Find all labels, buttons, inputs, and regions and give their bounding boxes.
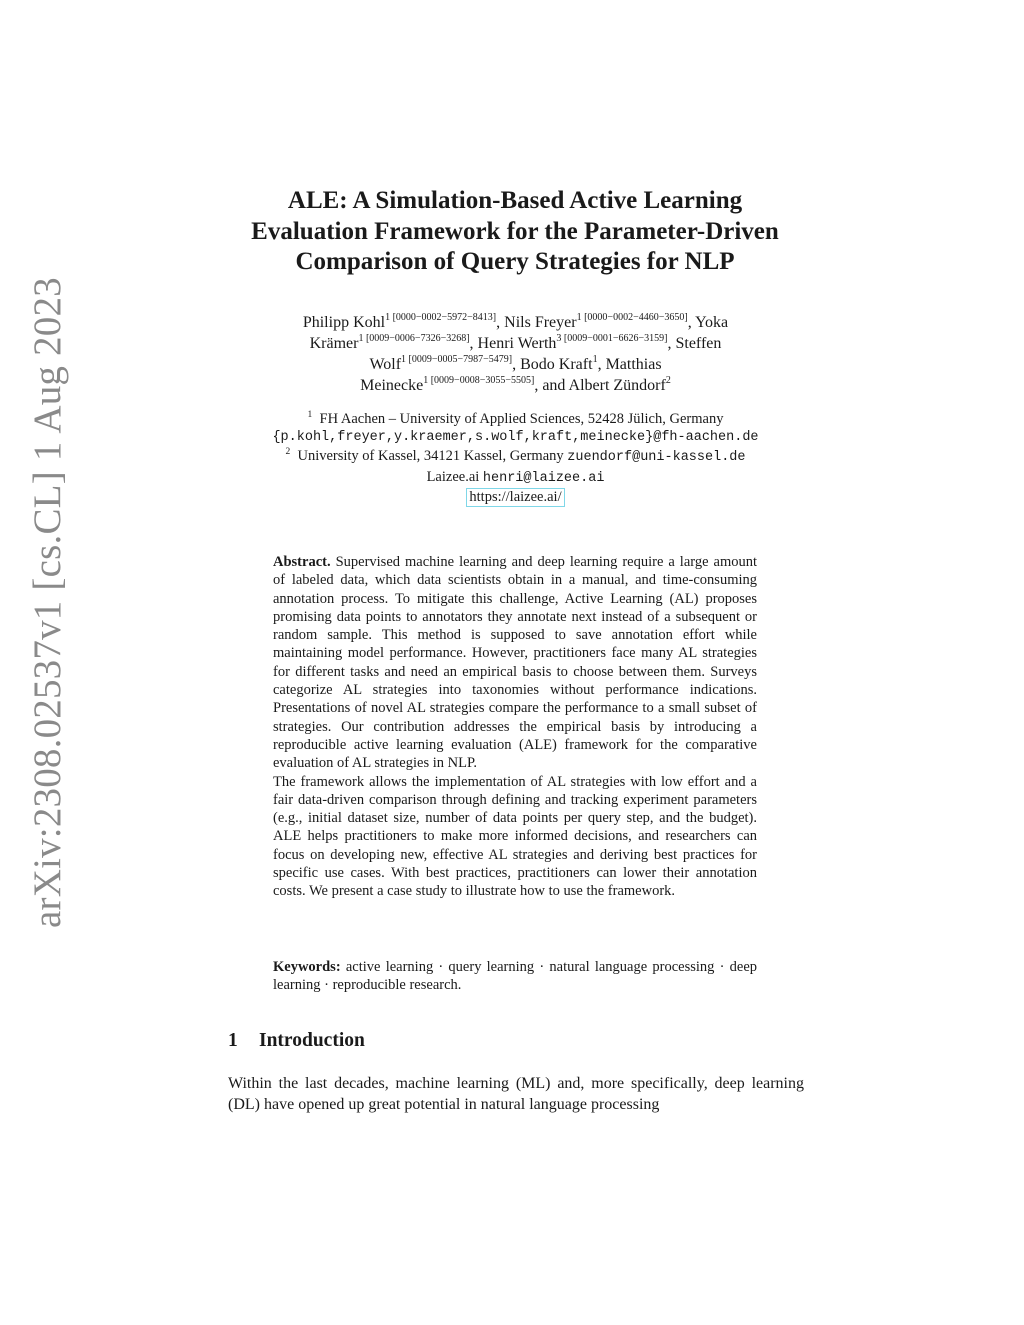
affiliation-1-mark: 1 xyxy=(307,410,313,420)
abstract xyxy=(273,553,757,901)
keywords xyxy=(273,958,757,995)
author-kohl: Philipp Kohl xyxy=(302,314,386,331)
arxiv-identifier-stamp xyxy=(18,277,78,928)
paper-title xyxy=(200,186,830,278)
arxiv-identifier-text: arXiv:2308.02537v1 [cs.CL] 1 Aug 2023 xyxy=(26,277,69,928)
author-freyer-orcid: 1 [0000−0002−4460−3650] xyxy=(576,312,688,323)
affiliation-3-email[interactable]: henri@laizee.ai xyxy=(482,470,605,486)
author-freyer: Nils Freyer xyxy=(504,314,577,331)
title-line-1: ALE: A Simulation-Based Active Learning xyxy=(287,187,743,214)
introduction-paragraph: Within the last decades, machine learning (ML) and, more specifically, deep learning (DL) have opened up great potential in natural language processing xyxy=(228,1075,804,1113)
affiliation-2-text: University of Kassel, 34121 Kassel, Germany xyxy=(297,448,564,464)
affiliation-3-text: Laizee.ai xyxy=(426,468,480,485)
abstract-paragraph-2: The framework allows the implementation of AL strategies with low effort and a fair data-driven comparison through defining and tracking experiment parameters (e.g., initial dataset size, number of data points per query step, and the budget). ALE helps practitioners to make more informed decisions, and researchers can focus on developing new, effective AL strategies and deriving best practices for specific use cases. With best practices, practitioners can lower their annotation costs. We present a case study to illustrate how to use the framework. xyxy=(273,773,757,900)
affiliation-3 xyxy=(228,468,803,489)
affiliation-2-email[interactable]: zuendorf@uni-kassel.de xyxy=(567,450,746,465)
author-werth: Henri Werth xyxy=(477,335,557,352)
author-meinecke-orcid: 1 [0009−0008−3055−5505] xyxy=(423,375,535,386)
section-title: Introduction xyxy=(259,1030,365,1051)
author-kraemer-last: Krämer xyxy=(309,335,359,352)
affiliation-3-url-link[interactable]: https://laizee.ai/ xyxy=(466,488,564,507)
affiliation-3-url-row xyxy=(228,488,803,507)
author-wolf-last: Wolf xyxy=(369,356,402,373)
affiliation-2-mark: 2 xyxy=(285,447,291,457)
author-kraemer-first: Yoka xyxy=(695,314,729,331)
author-meinecke-first: Matthias xyxy=(605,356,662,373)
affiliation-1-text: FH Aachen – University of Applied Sciences, 52428 Jülich, Germany xyxy=(319,411,724,427)
title-line-2: Evaluation Framework for the Parameter-Driven xyxy=(251,217,779,245)
abstract-label: Abstract. xyxy=(273,554,331,570)
author-zuendorf-affil: 2 xyxy=(665,375,671,386)
author-wolf-orcid: 1 [0009−0005−7987−5479] xyxy=(401,354,513,365)
affiliation-1-email[interactable]: {p.kohl,freyer,y.kraemer,s.wolf,kraft,meinecke}@fh-aachen.de xyxy=(272,429,759,445)
author-kraft: Bodo Kraft xyxy=(520,356,593,373)
affiliations xyxy=(228,410,803,507)
affiliation-1 xyxy=(228,410,803,429)
affiliation-2 xyxy=(228,447,803,468)
author-werth-orcid: 3 [0009−0001−6626−3159] xyxy=(556,333,668,344)
keywords-label: Keywords: xyxy=(273,959,341,975)
section-heading-introduction xyxy=(228,1028,365,1054)
author-zuendorf: and Albert Zündorf xyxy=(542,377,666,394)
author-kohl-orcid: 1 [0000−0002−5972−8413] xyxy=(385,312,497,323)
abstract-text-1: Supervised machine learning and deep learning require a large amount of labeled data, which data scientists obtain in a manual, and time-consuming annotation process. To mitigate this challenge, Active Learning (AL) proposes promising data points to annotators they annotate next instead of a subsequent or random sample. This method is supposed to save annotation effort while maintaining model performance. However, practitioners face many AL strategies for different tasks and need an empirical basis to choose between them. Surveys categorize AL strategies into taxonomies without performance indications. Presentations of novel AL strategies compare the performance to a small subset of strategies. Our contribution addresses the empirical basis by introducing a reproducible active learning evaluation (ALE) framework for the comparative evaluation of AL strategies in NLP. xyxy=(273,554,757,772)
author-wolf-first: Steffen xyxy=(675,335,722,352)
author-meinecke-last: Meinecke xyxy=(360,377,424,394)
author-list: Philipp Kohl$^{1 [0000-0002-5972-8413]}$, Nils Freyer$^{1 [0000-0002-4460-3650]}$, Yoka Krämer$^{1 [0009-0006-7326-3268]}$, Henri Werth$^{3 [0009-0001-6626-3159]}$, Steffen Wolf$^{1 [0009-0005-7987-5479]}$, Bodo Kraft$^1$, Matthias Meinecke$^{1 [0009-0008-3055-5505]}$, and Albert Zündorf$^2$ xyxy=(302,312,729,394)
title-line-3: Comparison of Query Strategies for NLP xyxy=(295,248,735,275)
author-kraemer-orcid: 1 [0009−0006−7326−3268] xyxy=(358,333,470,344)
keywords-text: active learning · query learning · natural language processing · deep learning · reproducible research. xyxy=(273,959,758,994)
section-number: 1 xyxy=(228,1030,238,1051)
abstract-paragraph-1 xyxy=(273,553,757,773)
author-kraft-affil: 1 xyxy=(592,354,598,365)
